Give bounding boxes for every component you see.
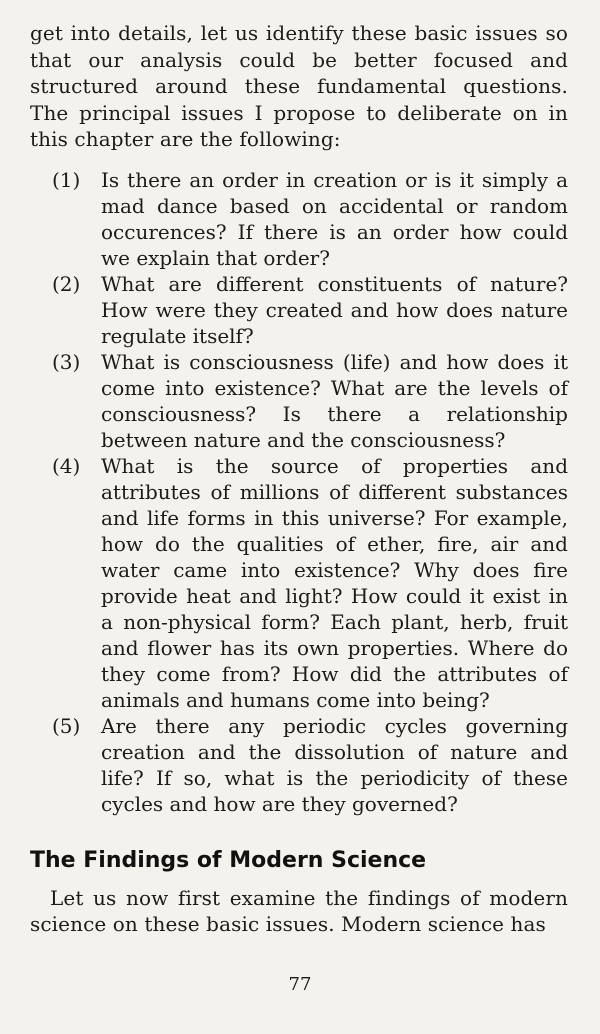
intro-paragraph: get into details, let us identify these basic issues so that our analysis could be better focused and structured around these fundamental questions. The principal issues I propose to deliberate on in this chapter are the following: (30, 21, 568, 151)
question-item (52, 713, 568, 817)
question-text: What are different constituents of nature? How were they created and how does nature regulate itself? (101, 271, 568, 348)
page-number: 77 (288, 974, 312, 995)
question-text: Are there any periodic cycles governing creation and the dissolution of nature and life? If so, what is the periodicity of these cycles and how are they governed? (101, 713, 568, 816)
question-text: What is the source of properties and attributes of millions of different substances and life forms in this universe? For example, how do the qualities of ether, fire, air and water came into existence? Why does fire provide heat and light? How could it exist in a non-physical form? Each plant, herb, fruit and flower has its own properties. Where do they come from? How did the attributes of animals and humans come into being? (101, 453, 568, 712)
question-item (52, 349, 568, 453)
section-paragraph: Let us now first examine the findings of modern science on these basic issues. Modern science has (30, 885, 568, 936)
question-number: (3) (52, 349, 81, 374)
question-number: (5) (52, 713, 81, 738)
question-text: What is consciousness (life) and how does it come into existence? What are the levels of consciousness? Is there a relationship between nature and the consciousness? (101, 349, 568, 452)
question-item (52, 271, 568, 349)
question-number: (2) (52, 271, 81, 296)
section-heading: The Findings of Modern Science (30, 847, 427, 873)
question-text: Is there an order in creation or is it simply a mad dance based on accidental or random occurences? If there is an order how could we explain that order? (101, 167, 568, 270)
question-item (52, 167, 568, 271)
question-item (52, 453, 568, 713)
question-number: (1) (52, 167, 81, 192)
question-number: (4) (52, 453, 81, 478)
question-list (30, 167, 568, 817)
